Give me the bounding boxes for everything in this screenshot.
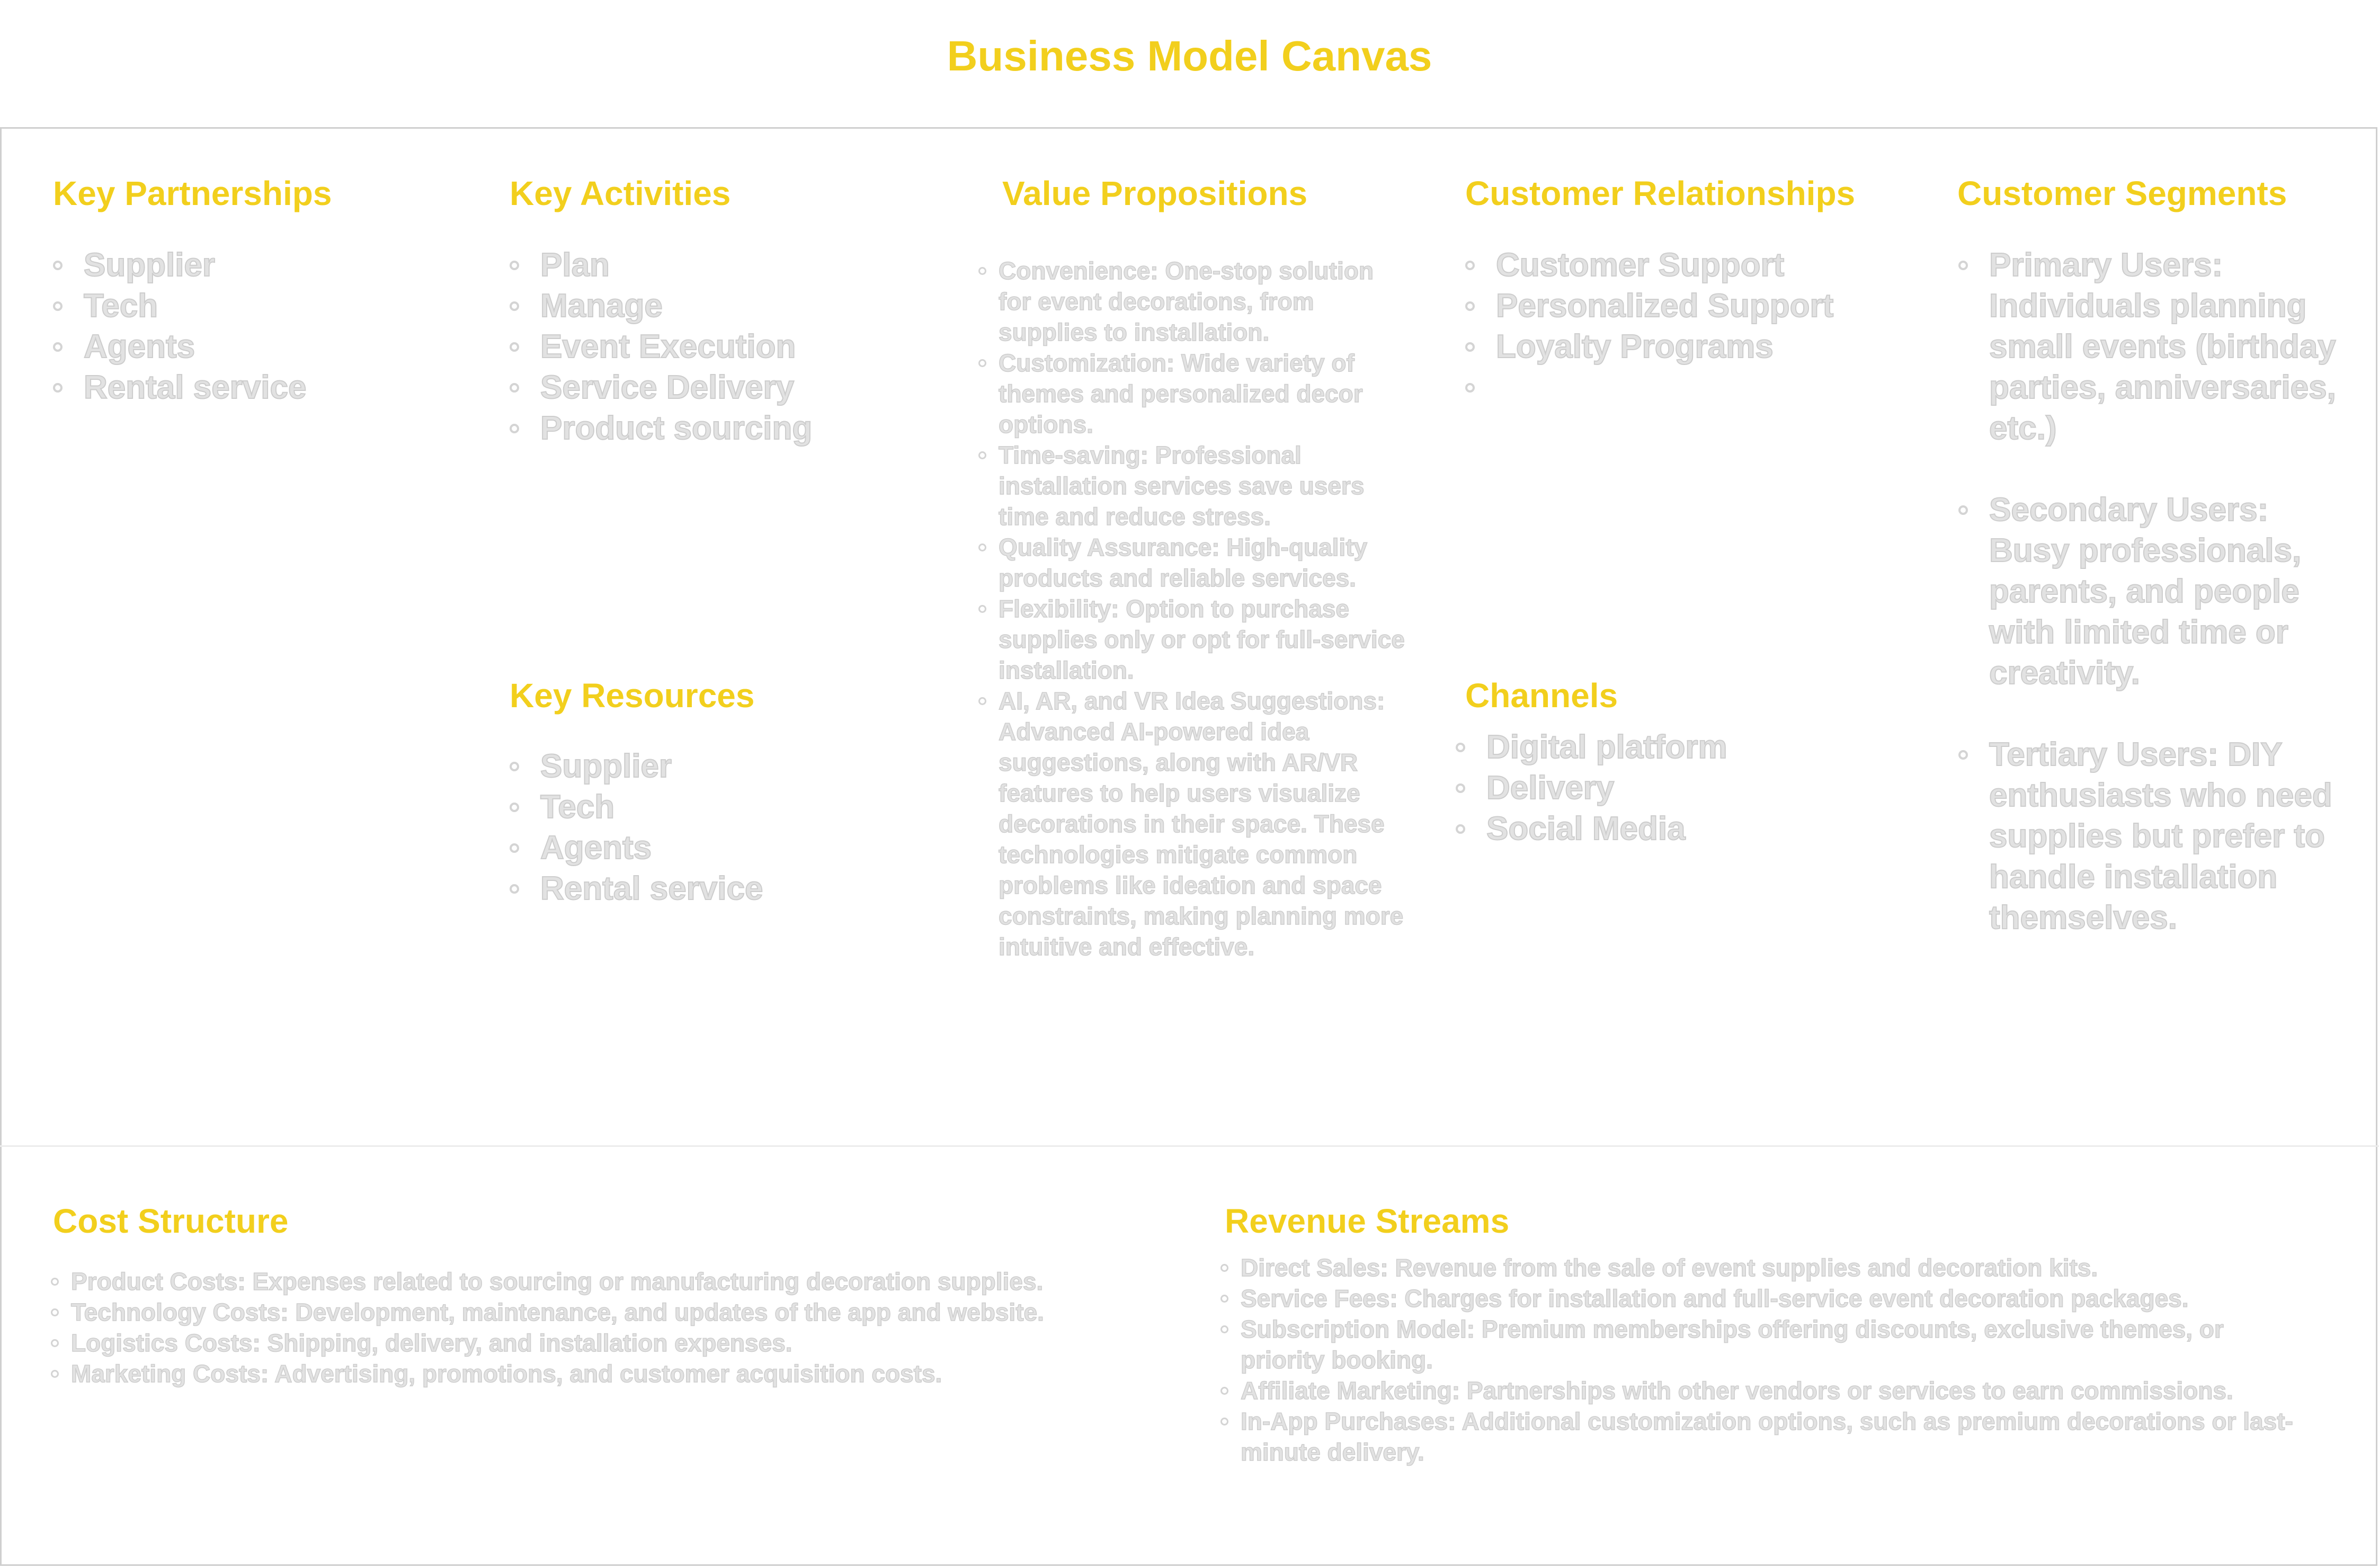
customer-relationships-block (1465, 174, 1942, 408)
list-item: Subscription Model: Premium memberships offering discounts, exclusive themes, or priority booking. (1241, 1314, 2295, 1375)
list-item-empty (1496, 367, 1942, 408)
list-item: Agents (540, 827, 965, 868)
key-partnerships-heading: Key Partnerships (53, 174, 332, 212)
value-propositions-list (978, 255, 1412, 962)
value-propositions-heading: Value Propositions (1002, 174, 1308, 212)
key-resources-heading: Key Resources (510, 676, 755, 715)
channels-block (1465, 676, 1942, 849)
list-item: Tech (540, 787, 965, 827)
list-item: Quality Assurance: High-quality products and reliable services. (999, 532, 1412, 593)
list-item: Agents (84, 326, 445, 367)
key-resources-list (510, 746, 965, 909)
list-item: Product Costs: Expenses related to sourcing or manufacturing decoration supplies. (71, 1266, 1162, 1297)
list-item: Plan (540, 245, 965, 286)
customer-segments-heading: Customer Segments (1957, 174, 2287, 212)
list-item: Tech (84, 286, 445, 326)
list-item: Affiliate Marketing: Partnerships with other vendors or services to earn commissions. (1241, 1375, 2295, 1406)
channels-heading: Channels (1465, 676, 1618, 715)
revenue-streams-block (1225, 1201, 2295, 1467)
list-item: Time-saving: Professional installation services save users time and reduce stress. (999, 440, 1412, 532)
key-activities-block (510, 174, 965, 449)
revenue-streams-list (1225, 1252, 2295, 1467)
list-item: Customer Support (1496, 245, 1942, 286)
list-item: Manage (540, 286, 965, 326)
list-item: Convenience: One-stop solution for event decorations, from supplies to installation. (999, 255, 1412, 348)
list-item: Customization: Wide variety of themes and personalized decor options. (999, 348, 1412, 440)
cost-structure-heading: Cost Structure (53, 1202, 289, 1240)
list-item: Digital platform (1486, 727, 1942, 768)
list-item: Primary Users: Individuals planning small events (birthday parties, anniversaries, etc.) (1989, 245, 2339, 449)
cost-structure-list (53, 1266, 1162, 1389)
list-item: Tertiary Users: DIY enthusiasts who need supplies but prefer to handle installation themselves. (1989, 734, 2339, 938)
list-item: In-App Purchases: Additional customization options, such as premium decorations or last-minute delivery. (1241, 1406, 2295, 1467)
list-item: Service Delivery (540, 367, 965, 408)
key-partnerships-block (53, 174, 445, 408)
list-item: AI, AR, and VR Idea Suggestions: Advanced AI-powered idea suggestions, along with AR/VR features to help users visualize decorations in their space. These technologies mitigate common problems like ideation and space constraints, making planning more intuitive and effective. (999, 685, 1412, 962)
customer-relationships-heading: Customer Relationships (1465, 174, 1856, 212)
list-item: Secondary Users: Busy professionals, parents, and people with limited time or creativity. (1989, 489, 2339, 693)
list-item: Rental service (84, 367, 445, 408)
list-item: Delivery (1486, 768, 1942, 808)
page-title: Business Model Canvas (947, 32, 1432, 79)
list-item: Rental service (540, 868, 965, 909)
customer-segments-list (1957, 245, 2339, 938)
list-item: Loyalty Programs (1496, 326, 1942, 367)
canvas-divider (0, 1145, 2379, 1147)
key-resources-block (510, 676, 965, 909)
key-activities-list (510, 245, 965, 449)
list-item: Product sourcing (540, 408, 965, 449)
cost-structure-block (53, 1201, 1165, 1389)
list-item: Service Fees: Charges for installation and full-service event decoration packages. (1241, 1283, 2295, 1314)
list-item: Direct Sales: Revenue from the sale of event supplies and decoration kits. (1241, 1252, 2295, 1283)
list-item: Marketing Costs: Advertising, promotions, and customer acquisition costs. (71, 1358, 1162, 1389)
key-partnerships-list (53, 245, 445, 408)
list-item: Event Execution (540, 326, 965, 367)
list-item: Supplier (84, 245, 445, 286)
customer-segments-block (1957, 174, 2339, 979)
list-item: Social Media (1486, 808, 1942, 849)
list-item: Technology Costs: Development, maintenance, and updates of the app and website. (71, 1297, 1162, 1328)
key-activities-heading: Key Activities (510, 174, 731, 212)
list-item: Logistics Costs: Shipping, delivery, and installation expenses. (71, 1328, 1162, 1358)
channels-list (1465, 727, 1942, 849)
list-item: Supplier (540, 746, 965, 787)
value-propositions-block (978, 174, 1405, 962)
revenue-streams-heading: Revenue Streams (1225, 1202, 1510, 1240)
list-item: Personalized Support (1496, 286, 1942, 326)
list-item: Flexibility: Option to purchase supplies only or opt for full-service installation. (999, 593, 1412, 685)
customer-relationships-list (1465, 245, 1942, 408)
